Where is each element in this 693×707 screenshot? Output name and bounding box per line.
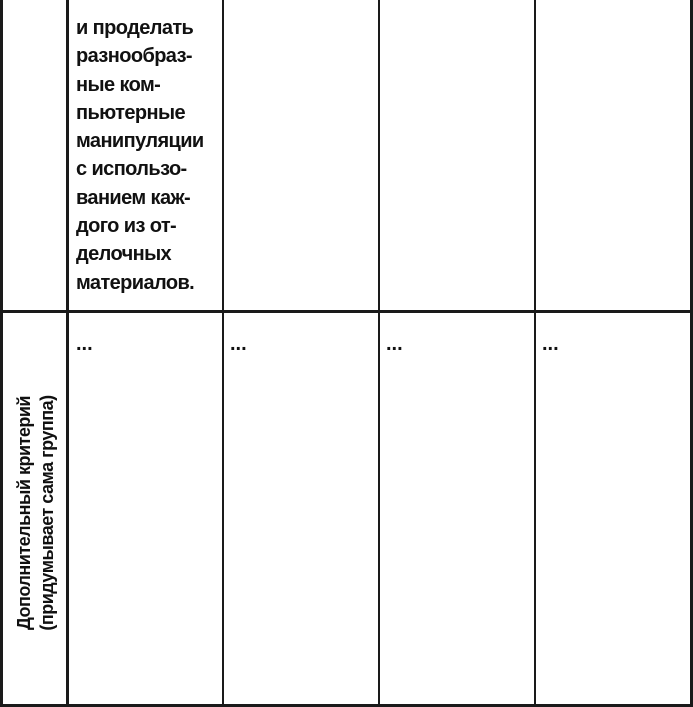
table-divider-col3 <box>378 0 380 707</box>
table-divider-col2 <box>222 0 224 707</box>
table-cell-placeholder: ... <box>230 333 247 355</box>
table-divider-col1 <box>66 0 69 707</box>
additional-criterion-label <box>13 363 59 663</box>
additional-criterion-label-line2: (придумывает сама группа) <box>37 395 57 631</box>
table-row-divider <box>0 310 693 313</box>
table-cell-placeholder: ... <box>76 333 93 355</box>
table-cell-placeholder: ... <box>386 333 403 355</box>
table-border-left <box>0 0 3 707</box>
additional-criterion-label-line1: Дополнительный критерий <box>14 396 34 630</box>
criterion-description-cell: и проделать разнообраз- ные ком- пьютерные манипуляции с использо- ванием каж- дого из от- делочных материалов. <box>76 17 204 294</box>
table-cell-placeholder: ... <box>542 333 559 355</box>
table-divider-col4 <box>534 0 536 707</box>
